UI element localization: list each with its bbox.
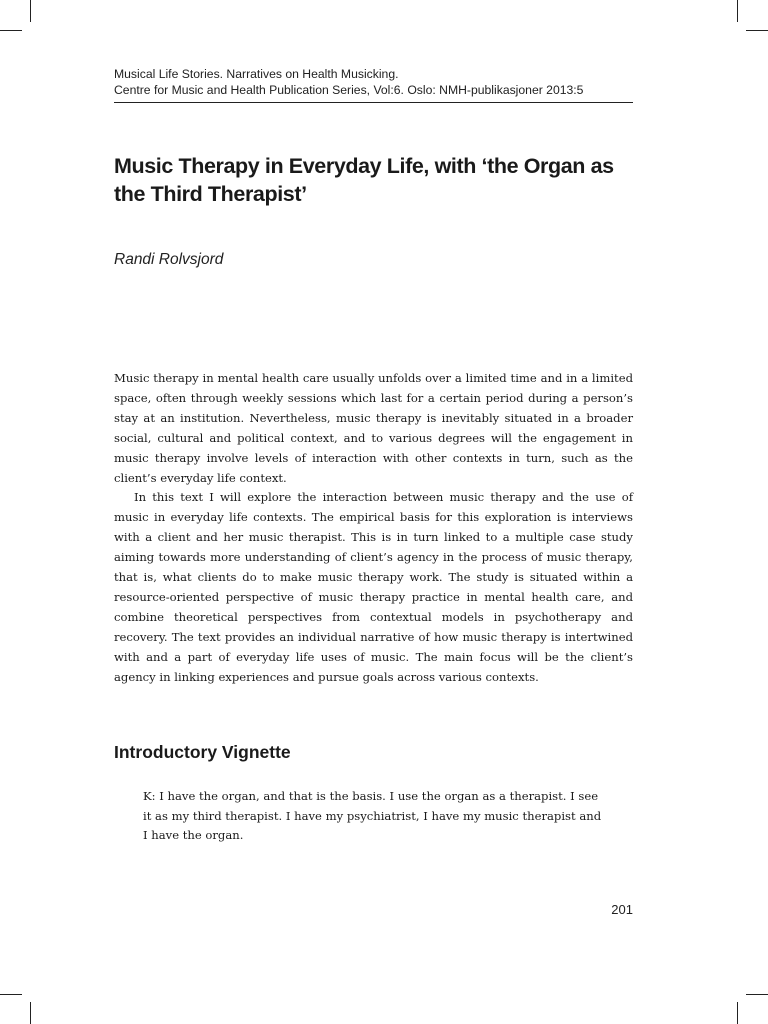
- running-header: [114, 67, 633, 98]
- crop-mark-bottom-left: [30, 1002, 31, 1024]
- crop-mark-bottom-right: [737, 1002, 738, 1024]
- crop-mark-top-left: [0, 30, 22, 31]
- header-rule: [114, 102, 633, 103]
- paragraph: Music therapy in mental health care usually unfolds over a limited time and in a limited space, often through weekly sessions which last for a certain period during a person’s stay at an institution. Nevertheless, music therapy is inevitably situated in a broader social, cultural and political context, and to various degrees will the engagement in music therapy involve levels of interaction with other contexts in turn, such as the client’s everyday life context.: [114, 371, 633, 485]
- article-author: Randi Rolvsjord: [114, 251, 224, 268]
- vignette-quote: K: I have the organ, and that is the basis. I use the organ as a therapist. I see it as my third therapist. I have my psychiatrist, I have my music therapist and I have the organ.: [143, 789, 602, 843]
- abstract: [114, 369, 633, 688]
- page-number: 201: [611, 902, 633, 917]
- crop-mark-top-left: [30, 0, 31, 22]
- section-heading: Introductory Vignette: [114, 742, 291, 762]
- header-series-title: Musical Life Stories. Narratives on Health Musicking.: [114, 67, 399, 81]
- paragraph: In this text I will explore the interaction between music therapy and the use of music in everyday life contexts. The empirical basis for this exploration is interviews with a client and her music therapist. This is in turn linked to a multiple case study aiming towards more understanding of client’s agency in the process of music therapy, that is, what clients do to make music therapy work. The study is situated within a resource-oriented perspective of music therapy practice in mental health care, and combine theoretical perspectives from contextual models in psychotherapy and recovery. The text provides an individual narrative of how music therapy is intertwined with and a part of everyday life uses of music. The main focus will be the client’s agency in linking experiences and pursue goals across various contexts.: [114, 490, 633, 684]
- crop-mark-top-right: [746, 30, 768, 31]
- crop-mark-bottom-left: [0, 994, 22, 995]
- crop-mark-top-right: [737, 0, 738, 22]
- header-publication-info: Centre for Music and Health Publication Series, Vol:6. Oslo: NMH-publikasjoner 2013:5: [114, 82, 584, 97]
- crop-mark-bottom-right: [746, 994, 768, 995]
- article-title: Music Therapy in Everyday Life, with ‘the Organ as the Third Therapist’: [114, 154, 614, 206]
